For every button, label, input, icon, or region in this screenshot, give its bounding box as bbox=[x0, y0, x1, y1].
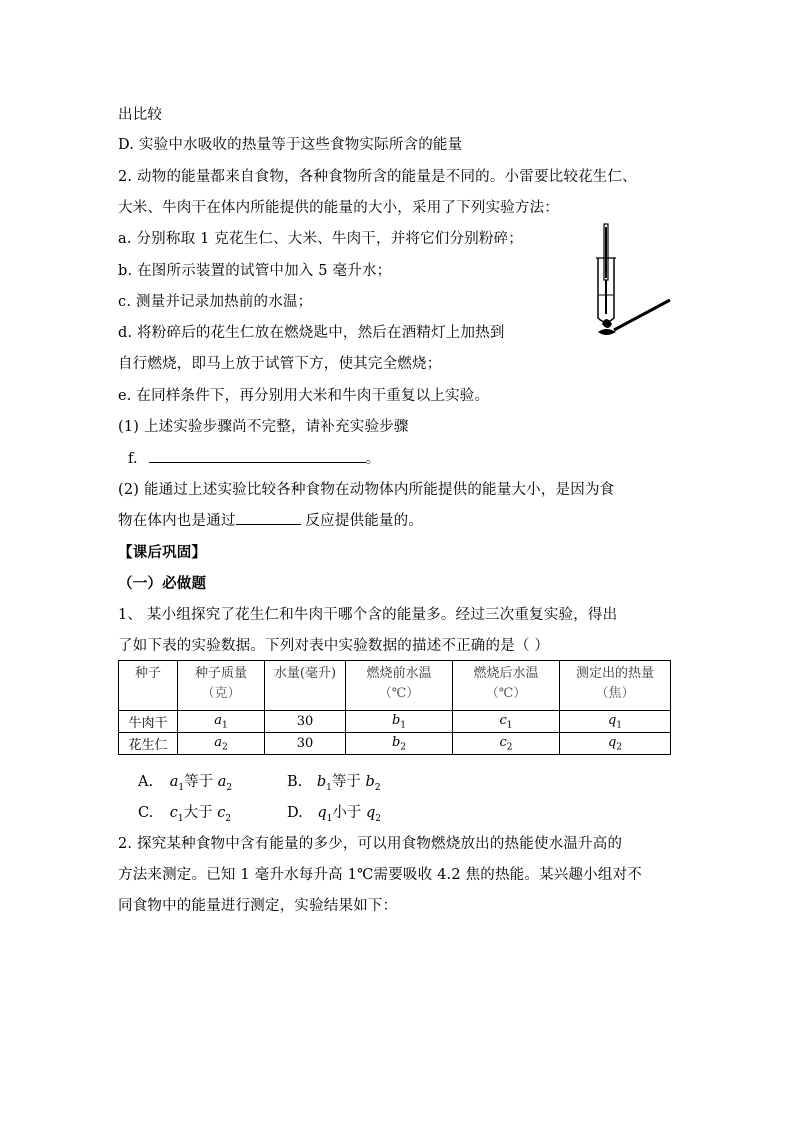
header-label: 燃烧前水温 bbox=[366, 666, 432, 681]
temp-before-cell bbox=[346, 711, 453, 733]
var: b bbox=[391, 734, 401, 750]
header-label: 水量(毫升) bbox=[273, 666, 337, 681]
var: a bbox=[214, 712, 223, 728]
var: q bbox=[317, 805, 327, 821]
data-table bbox=[118, 660, 671, 755]
var: b bbox=[391, 712, 401, 728]
sub-question-2: (2) 能通过上述实验比较各种食物在动物体内所能提供的能量大小，是因为食 bbox=[118, 482, 615, 498]
sub-question-2-suffix: 反应提供能量的。 bbox=[300, 513, 424, 529]
spoon-handle bbox=[614, 300, 670, 330]
choice-label: C. bbox=[138, 805, 154, 821]
water-cell: 30 bbox=[265, 733, 346, 755]
subscript: 1 bbox=[178, 782, 185, 793]
subscript: 2 bbox=[616, 742, 623, 753]
relation: 等于 bbox=[331, 774, 361, 790]
header-cell bbox=[265, 661, 346, 711]
sub-question-2-cont bbox=[118, 509, 423, 530]
section-heading: 【课后巩固】 bbox=[118, 544, 207, 561]
question-2-text-cont: 方法来测定。已知 1 毫升水每升高 1℃需要吸收 4.2 焦的热能。某兴趣小组对不 bbox=[118, 867, 642, 883]
var: a bbox=[217, 774, 227, 790]
seed-name: 花生仁 bbox=[119, 733, 178, 755]
var: c bbox=[499, 734, 507, 750]
question-2-text: 2. 探究某种食物中含有能量的多少，可以用食物燃烧放出的热能使水温升高的 bbox=[118, 836, 623, 852]
step-d-cont: 自行燃烧，即马上放于试管下方，使其完全燃烧； bbox=[118, 356, 442, 372]
step-b: b. 在图所示装置的试管中加入 5 毫升水； bbox=[118, 263, 392, 279]
subscript: 2 bbox=[400, 742, 407, 753]
step-f-line bbox=[128, 447, 380, 468]
sub-question-1: (1) 上述实验步骤尚不完整，请补充实验步骤 bbox=[118, 419, 409, 435]
step-a: a. 分别称取 1 克花生仁、大米、牛肉干，并将它们分别粉碎； bbox=[118, 231, 524, 247]
subscript: 2 bbox=[506, 742, 513, 753]
header-unit: （克） bbox=[201, 686, 241, 701]
subscript: 2 bbox=[225, 813, 232, 824]
header-label: 种子 bbox=[134, 666, 161, 681]
header-cell bbox=[119, 661, 178, 711]
question-1-text-cont: 了如下表的实验数据。下列对表中实验数据的描述不正确的是（ ） bbox=[118, 638, 550, 654]
table-header-row bbox=[119, 661, 671, 711]
header-unit: （℃） bbox=[485, 686, 527, 701]
subscript: 2 bbox=[374, 782, 381, 793]
choice-c[interactable] bbox=[138, 801, 231, 824]
question-2-text-end: 同食物中的能量进行测定，实验结果如下： bbox=[118, 898, 398, 914]
var: q bbox=[607, 712, 617, 728]
subsection-heading: （一）必做题 bbox=[118, 575, 207, 592]
step-f-period: 。 bbox=[365, 451, 381, 467]
subscript: 2 bbox=[375, 813, 381, 824]
subscript: 1 bbox=[326, 782, 332, 793]
step-e: e. 在同样条件下，再分别用大米和牛肉干重复以上实验。 bbox=[118, 388, 490, 404]
mass-cell bbox=[178, 711, 265, 733]
header-label: 燃烧后水温 bbox=[473, 666, 539, 681]
header-unit: （℃） bbox=[378, 686, 420, 701]
var: a bbox=[169, 774, 179, 790]
var: b bbox=[316, 774, 327, 790]
apparatus-figure bbox=[596, 222, 676, 344]
subscript: 1 bbox=[326, 813, 333, 824]
subscript: 2 bbox=[222, 742, 228, 753]
choice-label: B. bbox=[287, 774, 303, 790]
header-cell bbox=[453, 661, 560, 711]
relation: 小于 bbox=[332, 805, 362, 821]
var: c bbox=[217, 805, 226, 821]
var: c bbox=[169, 805, 178, 821]
subscript: 1 bbox=[222, 720, 228, 731]
step-f-answer-blank[interactable] bbox=[149, 462, 366, 463]
var: a bbox=[214, 734, 223, 750]
choice-d[interactable] bbox=[287, 801, 381, 824]
var: c bbox=[499, 712, 507, 728]
spoon-icon bbox=[598, 329, 616, 335]
relation: 等于 bbox=[184, 774, 214, 790]
table-row bbox=[119, 733, 671, 755]
text-line: 出比较 bbox=[118, 107, 163, 123]
choice-label: A. bbox=[138, 774, 154, 790]
subscript: 1 bbox=[616, 720, 623, 731]
header-cell bbox=[346, 661, 453, 711]
var: q bbox=[365, 805, 376, 821]
thermometer-liquid bbox=[605, 227, 607, 278]
subscript: 1 bbox=[400, 720, 407, 731]
question-1-text: 1、 某小组探究了花生仁和牛肉干哪个含的能量多。经过三次重复实验，得出 bbox=[118, 607, 618, 623]
sub-question-2-prefix: 物在体内也是通过 bbox=[118, 513, 236, 529]
header-label: 测定出的热量 bbox=[575, 666, 654, 681]
mass-cell bbox=[178, 733, 265, 755]
header-unit: （焦） bbox=[595, 686, 635, 701]
step-f-label: f. bbox=[128, 451, 138, 467]
reaction-answer-blank[interactable] bbox=[236, 524, 301, 525]
option-d-statement: D. 实验中水吸收的热量等于这些食物实际所含的能量 bbox=[118, 137, 463, 153]
header-cell bbox=[560, 661, 671, 711]
question-2-intro-cont: 大米、牛肉干在体内所能提供的能量的大小，采用了下列实验方法： bbox=[118, 200, 559, 216]
header-cell bbox=[178, 661, 265, 711]
question-2-intro: 2. 动物的能量都来自食物，各种食物所含的能量是不同的。小雷要比较花生仁、 bbox=[118, 169, 637, 185]
var: b bbox=[365, 774, 375, 790]
temp-after-cell bbox=[453, 733, 560, 755]
choice-a[interactable] bbox=[138, 770, 232, 793]
choice-b[interactable] bbox=[287, 770, 381, 793]
temp-before-cell bbox=[346, 733, 453, 755]
subscript: 2 bbox=[226, 782, 233, 793]
relation: 大于 bbox=[183, 805, 213, 821]
heat-cell bbox=[560, 733, 671, 755]
choice-label: D. bbox=[287, 805, 303, 821]
thermometer-stem bbox=[605, 280, 607, 314]
water-cell: 30 bbox=[265, 711, 346, 733]
subscript: 1 bbox=[506, 720, 513, 731]
step-c: c. 测量并记录加热前的水温； bbox=[118, 294, 313, 310]
step-d: d. 将粉碎后的花生仁放在燃烧匙中，然后在酒精灯上加热到 bbox=[118, 325, 505, 341]
table-row bbox=[119, 711, 671, 733]
temp-after-cell bbox=[453, 711, 560, 733]
heat-cell bbox=[560, 711, 671, 733]
header-label: 种子质量 bbox=[194, 666, 247, 681]
seed-name: 牛肉干 bbox=[119, 711, 178, 733]
subscript: 1 bbox=[177, 813, 184, 824]
var: q bbox=[607, 734, 617, 750]
